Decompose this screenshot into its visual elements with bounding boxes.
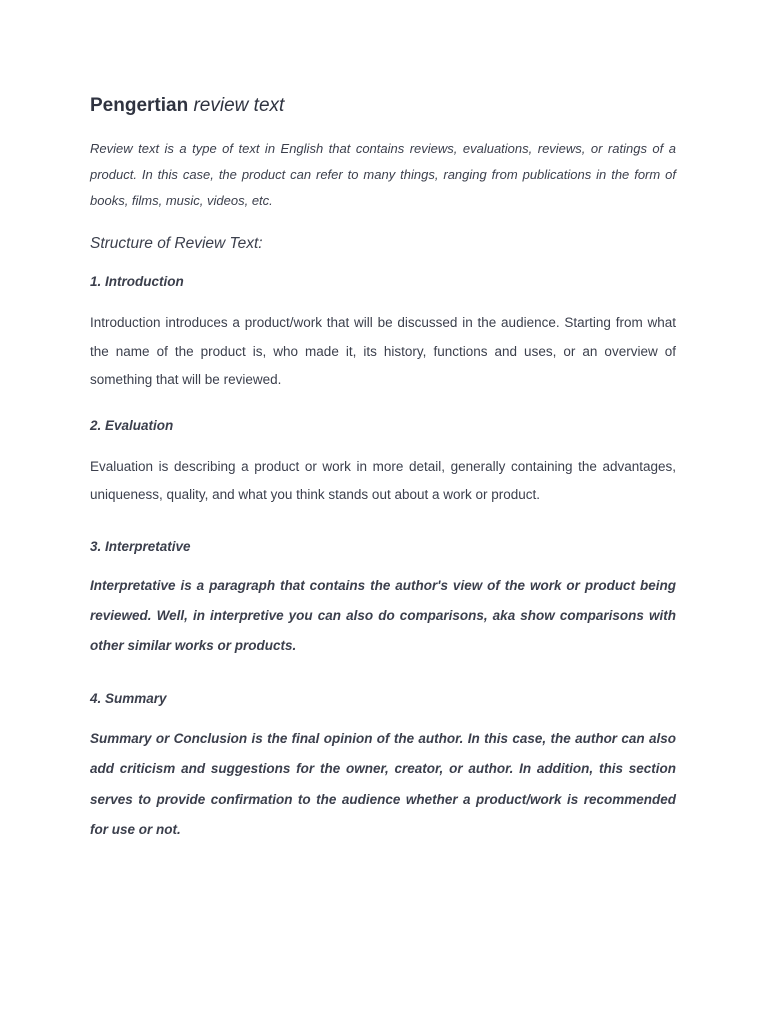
section-body-evaluation: Evaluation is describing a product or work in more detail, generally containing the advantages, uniqueness, quality, and what you think stands out about a work or product. <box>90 458 676 502</box>
section-body-summary: Summary or Conclusion is the final opinion of the author. In this case, the author can also add criticism and suggestions for the owner, creator, or author. In addition, this section serves to provide confirmation to the audience whether a product/work is recommended for use or not. <box>90 730 676 837</box>
section-heading-summary: 4. Summary <box>90 690 167 706</box>
section-body-interpretative: Interpretative is a paragraph that contains the author's view of the work or product being reviewed. Well, in interpretive you can also do comparisons, aka show comparisons with other similar works or products. <box>90 577 676 653</box>
title-bold-part: Pengertian <box>90 95 189 116</box>
title-italic-part: review text <box>193 95 285 116</box>
section-body-introduction: Introduction introduces a product/work that will be discussed in the audience. Starting from what the name of the product is, who made it, its history, functions and uses, or an overview of something that will be reviewed. <box>90 315 676 387</box>
section-heading-interpretative: 3. Interpretative <box>90 538 191 554</box>
section-heading-evaluation: 2. Evaluation <box>90 417 174 433</box>
intro-paragraph: Review text is a type of text in English that contains reviews, evaluations, reviews, or ratings of a product. In this case, the product can refer to many things, ranging from publications in the form of books, films, music, videos, etc. <box>90 141 676 208</box>
section-heading-introduction: 1. Introduction <box>90 274 184 289</box>
structure-heading: Structure of Review Text: <box>90 235 263 252</box>
page-title <box>90 93 676 119</box>
document-content <box>90 93 676 846</box>
